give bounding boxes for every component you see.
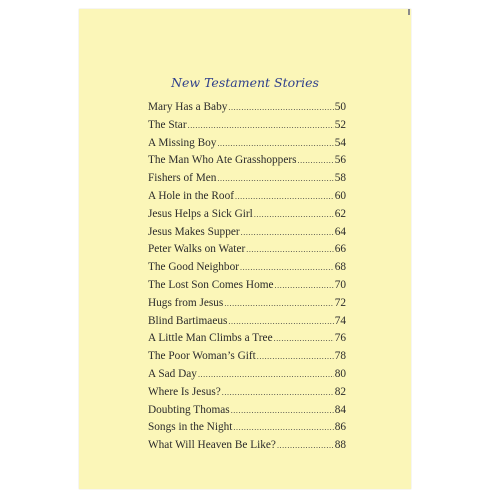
toc-entry-page-number: 84 xyxy=(334,403,346,416)
dot-leader xyxy=(254,210,334,219)
toc-entry xyxy=(148,137,346,155)
toc-entry-page-number: 82 xyxy=(334,385,346,398)
dot-leader xyxy=(217,174,333,183)
toc-entry-title: A Little Man Climbs a Tree xyxy=(148,332,273,345)
toc-entry xyxy=(148,279,346,297)
toc-entry-title: The Star xyxy=(148,118,187,131)
toc-entry-title: Jesus Makes Supper xyxy=(148,225,240,238)
toc-entry xyxy=(148,350,346,368)
dot-leader xyxy=(228,103,333,112)
toc-entry-page-number: 60 xyxy=(334,189,346,202)
dot-leader xyxy=(233,423,333,432)
dot-leader xyxy=(228,317,333,326)
toc-entry-page-number: 52 xyxy=(334,118,346,131)
toc-entry xyxy=(148,261,346,279)
dot-leader xyxy=(241,228,334,237)
dot-leader xyxy=(235,192,334,201)
toc-entry-title: A Sad Day xyxy=(148,367,197,380)
toc-entry-page-number: 80 xyxy=(334,367,346,380)
toc-entry-title: What Will Heaven Be Like? xyxy=(148,439,276,452)
dot-leader xyxy=(224,299,333,308)
dot-leader xyxy=(277,441,334,450)
toc-entry xyxy=(148,190,346,208)
toc-entry-page-number: 72 xyxy=(334,296,346,309)
toc-entry xyxy=(148,315,346,333)
toc-entry-page-number: 66 xyxy=(334,243,346,256)
toc-entry-title: A Hole in the Roof xyxy=(148,189,234,202)
toc-entry-title: The Good Neighbor xyxy=(148,261,239,274)
dot-leader xyxy=(188,121,334,130)
toc-entry-page-number: 68 xyxy=(334,261,346,274)
toc-entry xyxy=(148,439,346,457)
toc-entry-title: The Lost Son Comes Home xyxy=(148,278,274,291)
dot-leader xyxy=(231,406,334,415)
toc-entry xyxy=(148,386,346,404)
dot-leader xyxy=(274,334,334,343)
toc-entry-title: Songs in the Night xyxy=(148,421,233,434)
toc-entry-title: The Poor Woman’s Gift xyxy=(148,350,256,363)
toc-entry xyxy=(148,421,346,439)
toc-entry xyxy=(148,208,346,226)
toc-entry xyxy=(148,368,346,386)
dot-leader xyxy=(257,352,334,361)
toc-entry-page-number: 64 xyxy=(334,225,346,238)
book-page xyxy=(79,9,411,489)
toc-entry-page-number: 70 xyxy=(334,278,346,291)
dot-leader xyxy=(217,139,333,148)
toc-entry xyxy=(148,154,346,172)
toc-entry-page-number: 56 xyxy=(334,154,346,167)
dot-leader xyxy=(298,156,334,165)
dot-leader xyxy=(222,388,334,397)
toc-entry-page-number: 78 xyxy=(334,350,346,363)
dot-leader xyxy=(198,370,334,379)
dot-leader xyxy=(246,245,333,254)
toc-entry-title: The Man Who Ate Grasshoppers xyxy=(148,154,297,167)
toc-entry-page-number: 86 xyxy=(334,421,346,434)
toc-entry-title: Peter Walks on Water xyxy=(148,243,246,256)
dot-leader xyxy=(240,263,334,272)
toc-entry xyxy=(148,226,346,244)
dot-leader xyxy=(275,281,334,290)
toc-entry xyxy=(148,101,346,119)
toc-entry-title: Fishers of Men xyxy=(148,172,217,185)
toc-entry xyxy=(148,243,346,261)
toc-entry-title: Blind Bartimaeus xyxy=(148,314,228,327)
toc-entry-title: Doubting Thomas xyxy=(148,403,230,416)
toc-entry-page-number: 62 xyxy=(334,207,346,220)
toc-entry xyxy=(148,332,346,350)
toc-entry-title: Where Is Jesus? xyxy=(148,385,221,398)
toc-entry xyxy=(148,297,346,315)
section-heading: New Testament Stories xyxy=(171,75,319,90)
toc-entry-title: A Missing Boy xyxy=(148,136,217,149)
toc-entry xyxy=(148,404,346,422)
toc-entry-page-number: 88 xyxy=(334,439,346,452)
toc-entry-title: Mary Has a Baby xyxy=(148,101,228,113)
toc-entry-page-number: 54 xyxy=(334,136,346,149)
toc-entry-page-number: 76 xyxy=(334,332,346,345)
toc-entry-page-number: 50 xyxy=(334,101,346,113)
toc-entry xyxy=(148,119,346,137)
toc-entry-title: Jesus Helps a Sick Girl xyxy=(148,207,253,220)
page-edge-mark xyxy=(408,9,410,15)
toc-entry-page-number: 58 xyxy=(334,172,346,185)
toc-entry-title: Hugs from Jesus xyxy=(148,296,224,309)
toc-entry xyxy=(148,172,346,190)
toc-entry-page-number: 74 xyxy=(334,314,346,327)
table-of-contents xyxy=(148,101,346,457)
